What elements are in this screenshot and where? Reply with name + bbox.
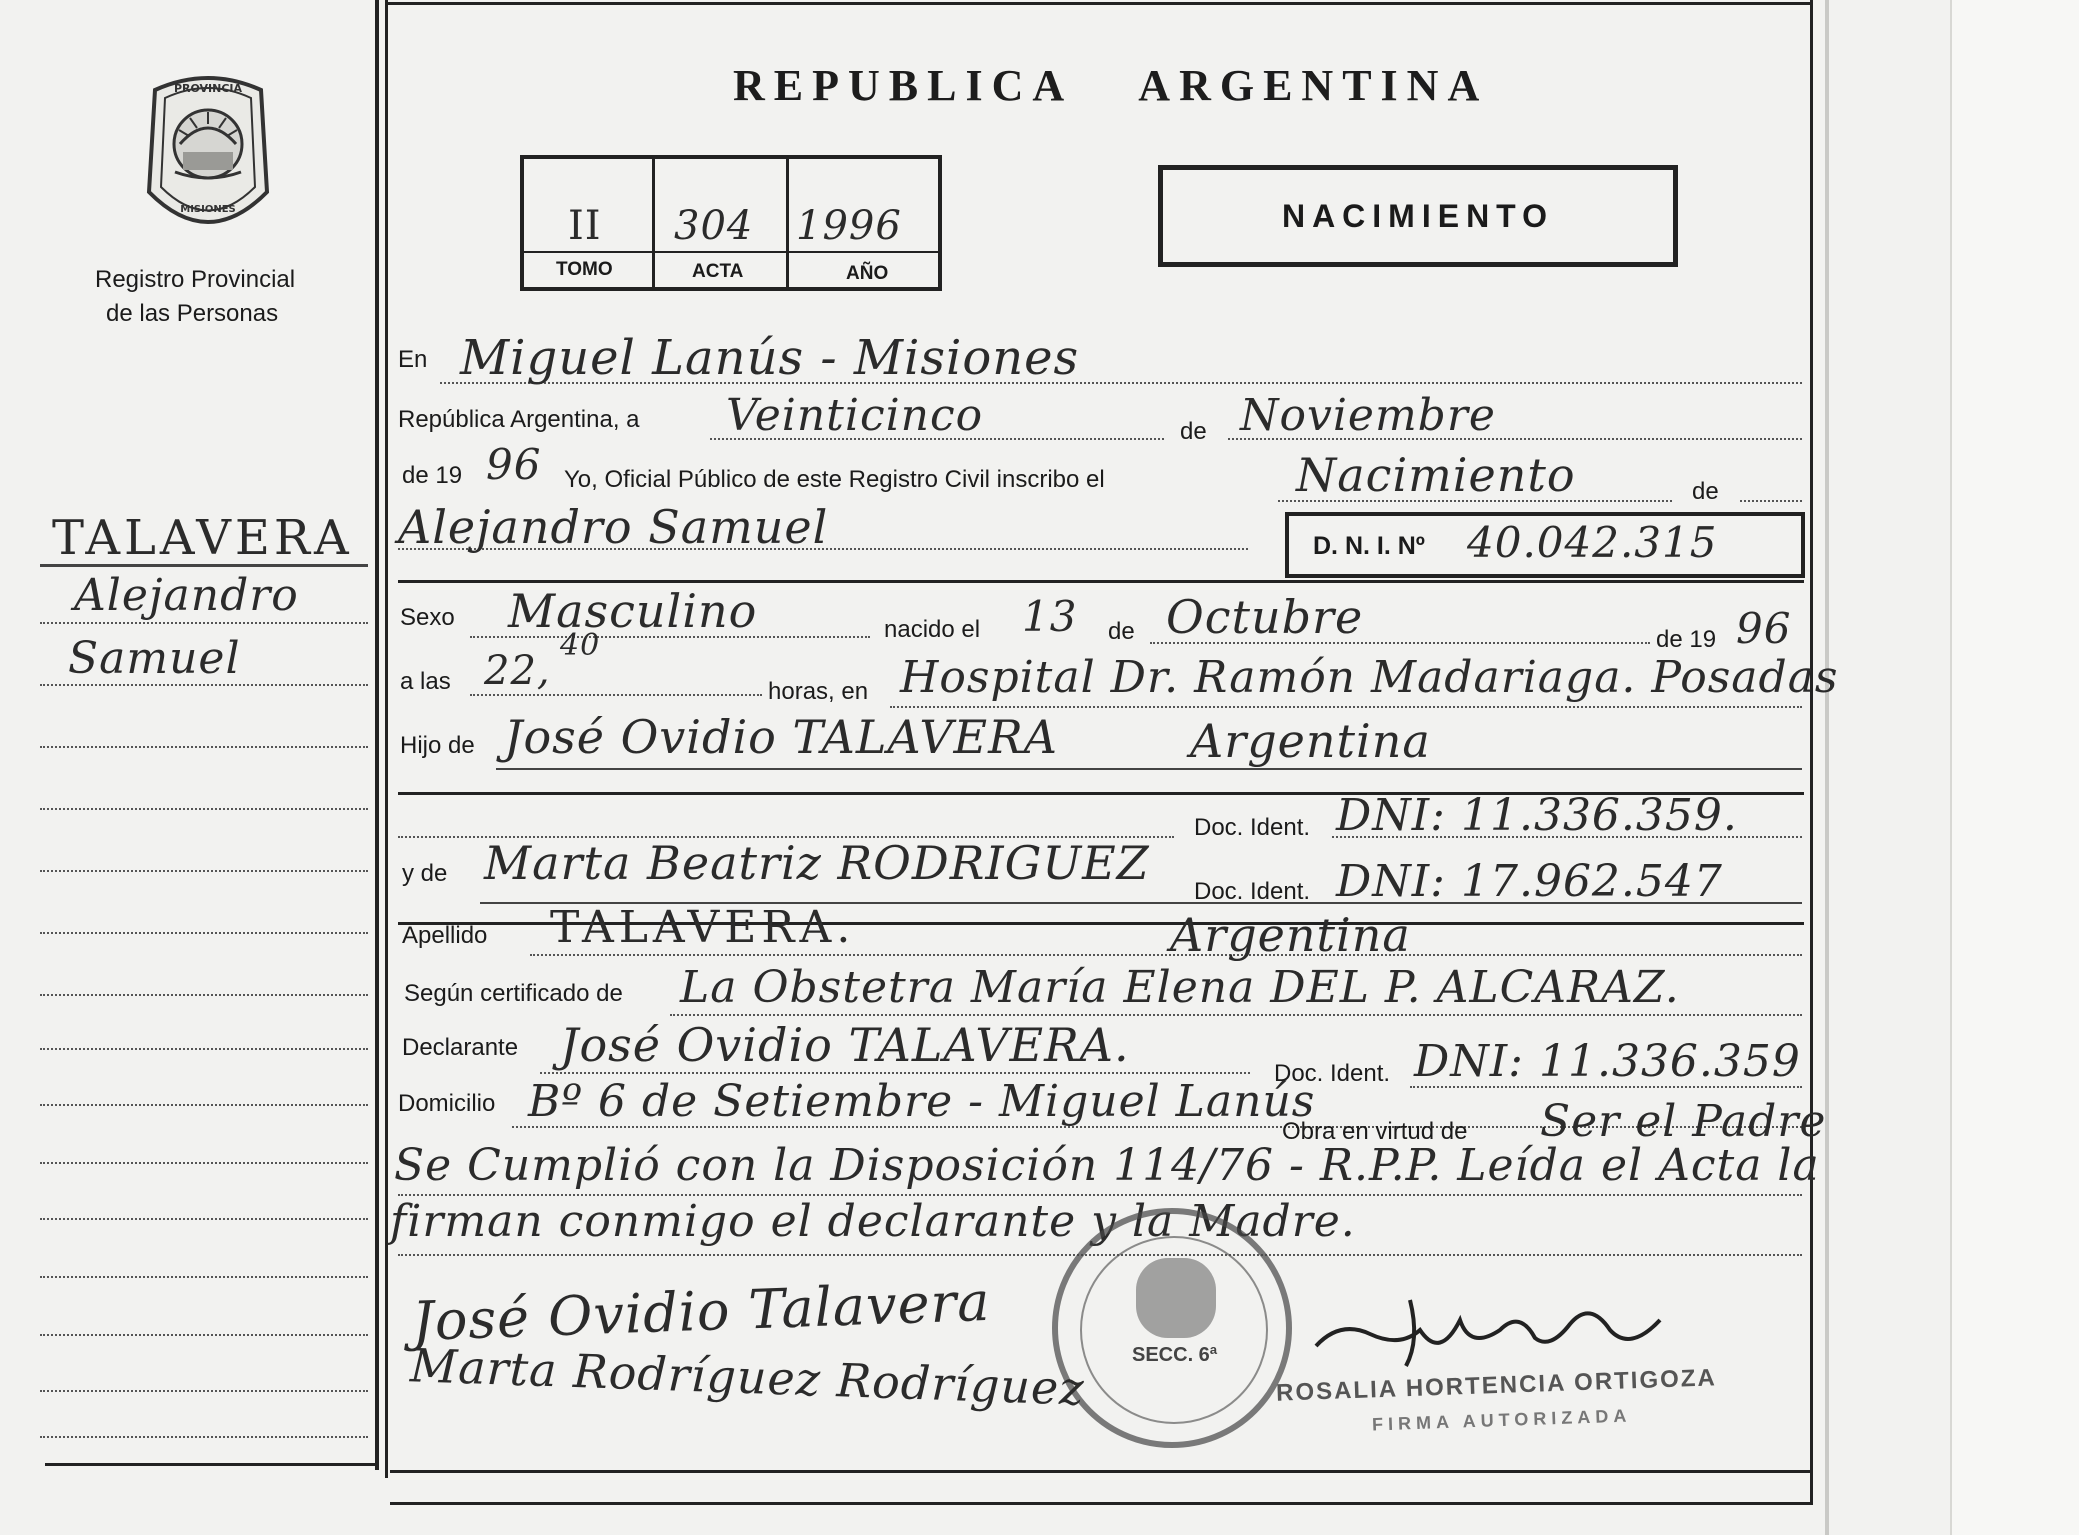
value-hour: 22, bbox=[484, 648, 551, 694]
form-bottom-border bbox=[390, 1470, 1810, 1473]
dni-box bbox=[1285, 512, 1805, 578]
province-seal bbox=[135, 72, 281, 244]
value-dni: 40.042.315 bbox=[1467, 518, 1718, 567]
official-stamp-role: FIRMA AUTORIZADA bbox=[1371, 1405, 1632, 1435]
field-line bbox=[540, 1072, 1250, 1074]
value-minutes: 40 bbox=[560, 628, 601, 663]
seal-section-text: SECC. 6ª bbox=[1132, 1344, 1218, 1366]
sidebar-line bbox=[40, 870, 368, 872]
form-right-border bbox=[1810, 0, 1813, 1505]
sidebar-surname-line bbox=[40, 564, 368, 567]
form-top-border bbox=[388, 2, 1810, 5]
acta-label: ACTA bbox=[692, 261, 744, 282]
sidebar-line bbox=[40, 808, 368, 810]
sidebar-line bbox=[40, 1104, 368, 1106]
value-obra: Ser el Padre bbox=[1540, 1096, 1827, 1147]
field-line bbox=[670, 1014, 1802, 1016]
section-divider bbox=[398, 580, 1804, 583]
label-declarante: Declarante bbox=[402, 1034, 519, 1061]
label-yde: y de bbox=[402, 860, 448, 887]
sidebar-line bbox=[40, 932, 368, 934]
form-bottom-border-2 bbox=[390, 1502, 1810, 1505]
official-stamp-name: ROSALIA HORTENCIA ORTIGOZA bbox=[1275, 1364, 1718, 1407]
sidebar-surname: TALAVERA bbox=[52, 510, 353, 566]
value-note-2: firman conmigo el declarante y la Madre. bbox=[390, 1196, 1356, 1247]
signature-father: José Ovidio Talavera bbox=[411, 1269, 992, 1354]
seal-top-text: PROVINCIA bbox=[173, 82, 243, 95]
sidebar-line bbox=[40, 1436, 368, 1438]
seal-bottom-text: MISIONES bbox=[180, 204, 236, 215]
signature-official bbox=[1310, 1290, 1690, 1370]
label-dni: D. N. I. Nº bbox=[1313, 532, 1425, 560]
official-round-seal bbox=[1052, 1208, 1292, 1448]
tomo-label: TOMO bbox=[556, 259, 613, 280]
sidebar-line bbox=[40, 1048, 368, 1050]
label-obra: Obra en virtud de bbox=[1282, 1118, 1468, 1145]
sidebar-line bbox=[40, 746, 368, 748]
document-title bbox=[733, 60, 1488, 111]
value-month: Noviembre bbox=[1240, 390, 1496, 441]
registry-name-line1: Registro Provincial bbox=[95, 266, 296, 293]
sidebar-line bbox=[40, 1390, 368, 1392]
label-en: En bbox=[398, 346, 428, 373]
label-hijo: Hijo de bbox=[400, 732, 475, 759]
value-act: Nacimiento bbox=[1296, 448, 1576, 502]
label-de19: de 19 bbox=[402, 462, 463, 489]
value-place: Miguel Lanús - Misiones bbox=[460, 330, 1080, 386]
label-docident-3: Doc. Ident. bbox=[1274, 1060, 1391, 1087]
value-father-doc: DNI: 11.336.359. bbox=[1336, 790, 1738, 841]
label-sexo: Sexo bbox=[400, 604, 455, 631]
sidebar-line bbox=[40, 1218, 368, 1220]
value-domicilio: Bº 6 de Setiembre - Miguel Lanús bbox=[528, 1076, 1316, 1127]
sidebar-given-name-2: Samuel bbox=[68, 633, 241, 684]
value-apellido-nationality: Argentina bbox=[1170, 908, 1411, 962]
value-declarante: José Ovidio TALAVERA. bbox=[560, 1018, 1130, 1072]
sidebar-line bbox=[40, 1334, 368, 1336]
field-line bbox=[530, 954, 1802, 956]
page-right-edge bbox=[1825, 0, 1829, 1535]
label-domicilio: Domicilio bbox=[398, 1090, 496, 1117]
label-de19-2: de 19 bbox=[1656, 626, 1717, 653]
label-apellido: Apellido bbox=[402, 922, 488, 949]
sidebar-line bbox=[40, 684, 368, 686]
value-declarante-doc: DNI: 11.336.359 bbox=[1414, 1036, 1801, 1087]
value-year-reg: 96 bbox=[486, 440, 542, 489]
label-docident-1: Doc. Ident. bbox=[1194, 814, 1311, 841]
label-republica: República Argentina, a bbox=[398, 406, 640, 433]
page-next-sheet bbox=[1950, 0, 2079, 1535]
label-segun: Según certificado de bbox=[404, 980, 623, 1007]
registry-name-line2: de las Personas bbox=[106, 300, 279, 327]
value-apellido: TALAVERA. bbox=[550, 902, 856, 953]
value-father: José Ovidio TALAVERA bbox=[504, 710, 1058, 764]
sidebar-line bbox=[40, 994, 368, 996]
anio-label: AÑO bbox=[846, 263, 889, 284]
sidebar-line bbox=[40, 1276, 368, 1278]
sidebar-line bbox=[40, 622, 368, 624]
value-sexo: Masculino bbox=[508, 584, 758, 638]
title-right: ARGENTINA bbox=[1138, 61, 1489, 110]
value-birth-month: Octubre bbox=[1166, 590, 1364, 644]
signature-mother: Marta Rodríguez Rodríguez bbox=[409, 1338, 1086, 1416]
form-left-border bbox=[385, 0, 388, 1478]
acta-value: 304 bbox=[674, 203, 754, 249]
label-de2: de bbox=[1108, 618, 1135, 645]
value-day-words: Veinticinco bbox=[726, 390, 984, 441]
value-note-1: Se Cumplió con la Disposición 114/76 - R.P.P. Leída el Acta la bbox=[394, 1140, 1820, 1191]
value-certificado: La Obstetra María Elena DEL P. ALCARAZ. bbox=[680, 962, 1680, 1013]
tomo-value: II bbox=[568, 203, 602, 249]
field-line bbox=[890, 706, 1802, 708]
value-mother-doc: DNI: 17.962.547 bbox=[1336, 856, 1723, 907]
sidebar-given-name-1: Alejandro bbox=[74, 570, 299, 621]
sidebar-divider bbox=[375, 0, 379, 1470]
document-type: NACIMIENTO bbox=[1281, 197, 1555, 234]
label-de-end: de bbox=[1692, 478, 1719, 505]
value-mother: Marta Beatriz RODRIGUEZ bbox=[484, 836, 1150, 890]
field-line bbox=[470, 694, 762, 696]
value-birth-day: 13 bbox=[1022, 592, 1078, 641]
title-left: REPUBLICA bbox=[733, 61, 1071, 110]
value-birth-year: 96 bbox=[1736, 604, 1792, 653]
value-father-nationality: Argentina bbox=[1190, 714, 1431, 768]
value-child-name: Alejandro Samuel bbox=[398, 500, 829, 554]
label-alas: a las bbox=[400, 668, 451, 695]
sidebar-bottom-border bbox=[45, 1463, 375, 1466]
label-official: Yo, Oficial Público de este Registro Civil inscribo el bbox=[564, 466, 1105, 493]
anio-value: 1996 bbox=[796, 203, 902, 249]
sidebar-line bbox=[40, 1162, 368, 1164]
document-type-box bbox=[1158, 165, 1678, 267]
label-de: de bbox=[1180, 418, 1207, 445]
field-line bbox=[496, 768, 1802, 770]
record-number-box bbox=[520, 155, 942, 291]
value-birth-place: Hospital Dr. Ramón Madariaga. Posadas bbox=[900, 652, 1839, 703]
label-horas: horas, en bbox=[768, 678, 869, 705]
label-docident-2: Doc. Ident. bbox=[1194, 878, 1311, 905]
label-nacido: nacido el bbox=[884, 616, 981, 643]
field-line bbox=[1740, 500, 1802, 502]
